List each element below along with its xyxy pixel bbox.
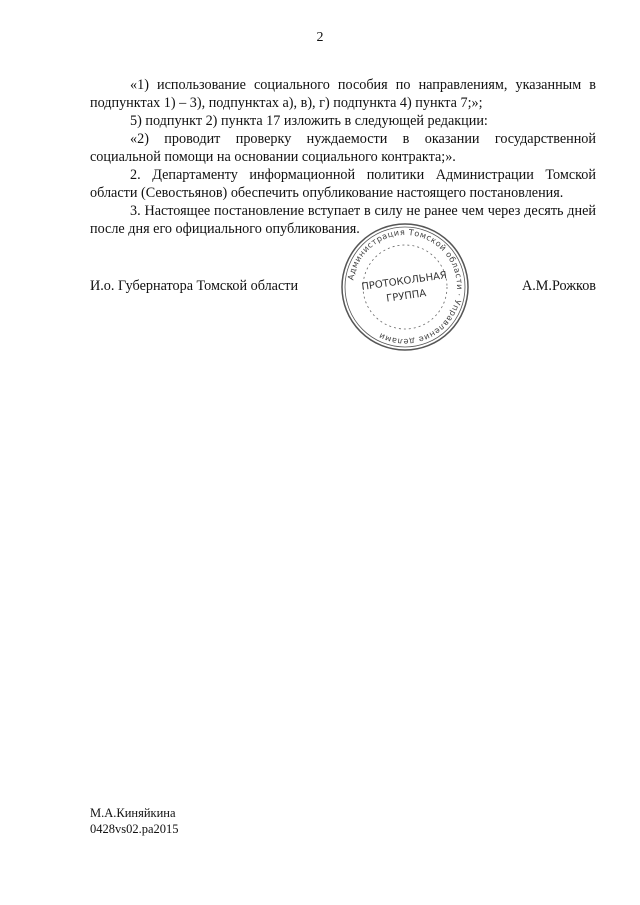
page-number: 2 xyxy=(316,30,324,45)
footer xyxy=(90,805,179,837)
document-body xyxy=(90,76,596,238)
stamp-center-line-2: ГРУППА xyxy=(385,288,427,305)
signatory-title: И.о. Губернатора Томской области xyxy=(90,278,299,294)
file-code: 0428vs02.pa2015 xyxy=(90,822,179,836)
paragraph-subitem-1: «1) использование социального пособия по направлениям, указанным в подпунктах 1) – 3), подпунктах а), в), г) подпункта 4) пункта 7;»; xyxy=(90,77,596,111)
paragraph-subitem-2-quote: «2) проводит проверку нуждаемости в оказании государственной социальной помощи на основании социального контракта;». xyxy=(90,131,596,165)
stamp-ring-text: Администрация Томской области · Управление делами xyxy=(345,226,466,348)
signatory-name: А.М.Рожков xyxy=(522,278,596,294)
paragraph-item-2: 2. Департаменту информационной политики Администрации Томской области (Севостьянов) обеспечить опубликование настоящего постановления. xyxy=(90,167,596,201)
paragraph-subitem-5: 5) подпункт 2) пункта 17 изложить в следующей редакции: xyxy=(130,113,488,129)
paragraph-item-3: 3. Настоящее постановление вступает в силу не ранее чем через десять дней после дня его официального опубликования. xyxy=(90,203,596,237)
official-stamp xyxy=(340,222,470,352)
stamp-center-line-1: ПРОТОКОЛЬНАЯ xyxy=(360,270,448,293)
executor-name: М.А.Киняйкина xyxy=(90,806,176,820)
